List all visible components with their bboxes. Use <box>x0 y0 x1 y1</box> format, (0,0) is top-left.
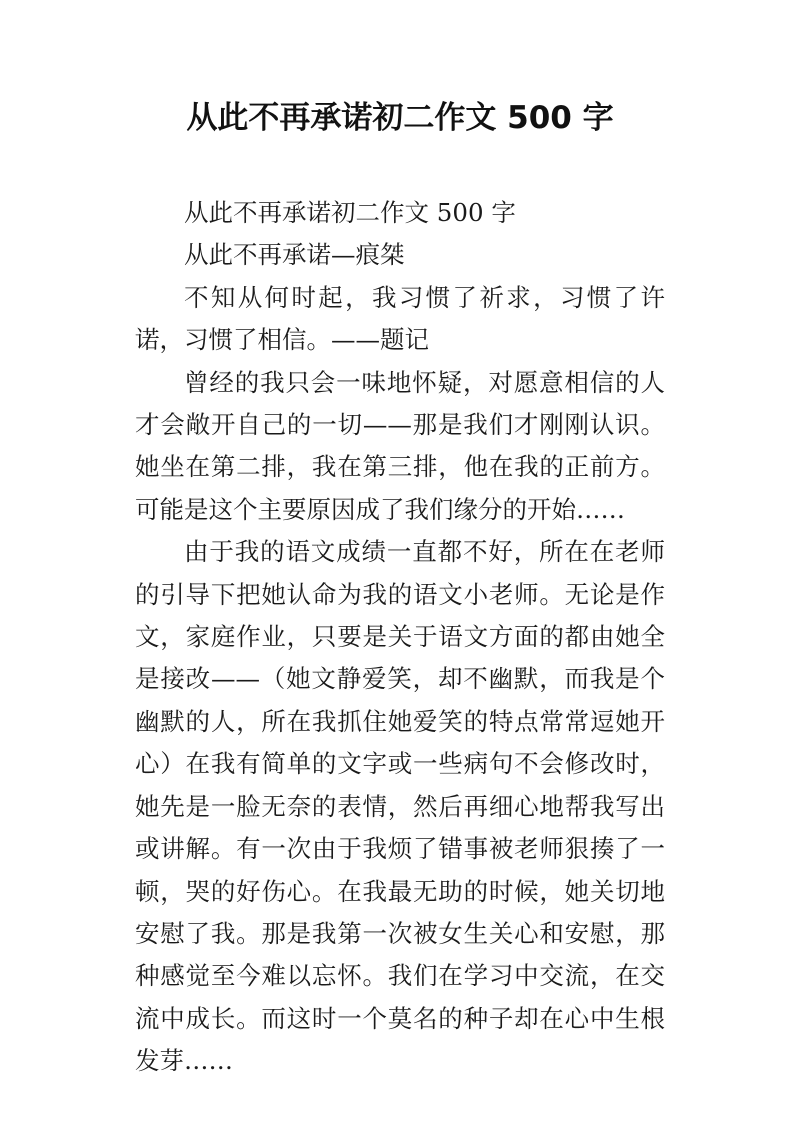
paragraph-epigraph: 不知从何时起，我习惯了祈求，习惯了许诺，习惯了相信。——题记 <box>135 282 665 355</box>
document-title: 从此不再承诺初二作文 500 字 <box>186 100 614 136</box>
paragraph-body-1: 曾经的我只会一味地怀疑，对愿意相信的人才会敞开自己的一切——那是我们才刚刚认识。她坐在第二排，我在第三排，他在我的正前方。可能是这个主要原因成了我们缘分的开始…… <box>135 367 665 524</box>
paragraph-body-2: 由于我的语文成绩一直都不好，所在在老师的引导下把她认命为我的语文小老师。无论是作文，家庭作业，只要是关于语文方面的都由她全是接改——（她文静爱笑，却不幽默，而我是个幽默的人，所在我抓住她爱笑的特点常常逗她开心）在我有简单的文字或一些病句不会修改时，她先是一脸无奈的表情，然后再细心地帮我写出或讲解。有一次由于我烦了错事被老师狠揍了一顿，哭的好伤心。在我最无助的时候，她关切地安慰了我。那是我第一次被女生关心和安慰，那种感觉至今难以忘怀。我们在学习中交流，在交流中成长。而这时一个莫名的种子却在心中生根发芽…… <box>135 537 665 1076</box>
paragraph-author-line: 从此不再承诺—痕桀 <box>184 240 405 270</box>
document-body <box>135 192 665 1083</box>
paragraph-subtitle: 从此不再承诺初二作文 500 字 <box>184 198 516 227</box>
